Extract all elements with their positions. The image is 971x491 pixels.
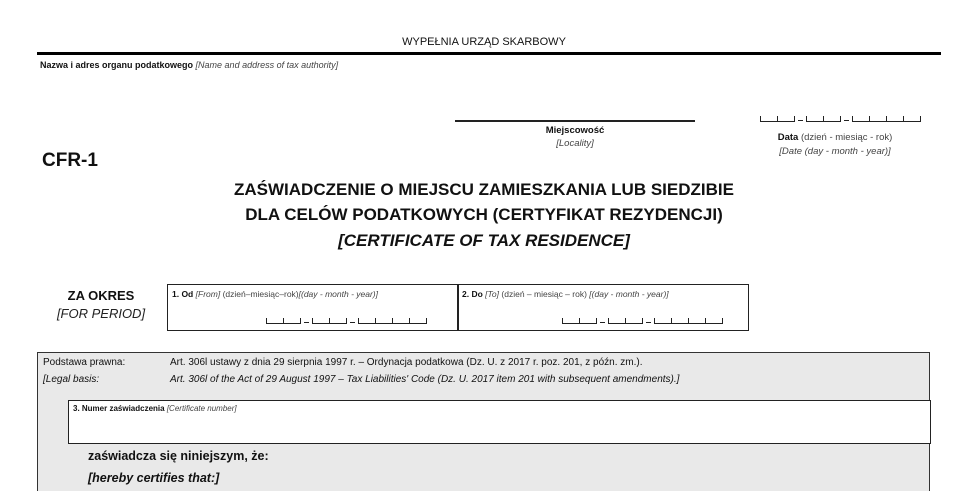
to-format-pl: (dzień – miesiąc – rok) — [501, 289, 587, 299]
locality-label-en: [Locality] — [556, 138, 594, 149]
date-label — [745, 131, 925, 159]
date-digit-box — [358, 318, 375, 324]
date-separator — [646, 322, 651, 323]
legal-basis-label-en: [Legal basis: — [43, 374, 100, 385]
date-separator — [798, 120, 803, 121]
date-segment — [806, 116, 841, 122]
date-segment — [852, 116, 921, 122]
date-digit-box — [823, 116, 841, 122]
date-separator — [600, 322, 605, 323]
period-label-en: [FOR PERIOD] — [56, 306, 146, 321]
certifies-pl: zaświadcza się niniejszym, że: — [88, 449, 269, 463]
authority-label-pl: Nazwa i adres organu podatkowego — [40, 60, 194, 70]
authority-label — [40, 60, 338, 70]
legal-basis-label-pl: Podstawa prawna: — [43, 357, 126, 368]
date-digit-box — [409, 318, 427, 324]
date-digit-box — [266, 318, 283, 324]
date-format-pl: (dzień - miesiąc - rok) — [800, 132, 893, 143]
date-field[interactable] — [760, 116, 921, 122]
date-digit-box — [562, 318, 579, 324]
to-num: 2. Do — [462, 289, 483, 299]
authority-label-en: [Name and address of tax authority] — [195, 60, 339, 70]
locality-field[interactable] — [455, 120, 695, 122]
certifies-en: [hereby certifies that:] — [88, 471, 220, 485]
date-digit-box — [671, 318, 688, 324]
divider — [37, 52, 941, 55]
date-digit-box — [329, 318, 347, 324]
certificate-number-label-pl: 3. Numer zaświadczenia — [73, 404, 165, 413]
certificate-number-label — [73, 404, 237, 413]
office-fill-heading: WYPEŁNIA URZĄD SKARBOWY — [402, 36, 566, 48]
period-divider — [457, 285, 459, 330]
date-digit-box — [852, 116, 869, 122]
period-label-pl: ZA OKRES — [67, 288, 135, 303]
locality-label — [455, 124, 695, 150]
date-digit-box — [375, 318, 392, 324]
from-format-pl: (dzień–miesiąc–rok) — [222, 289, 299, 299]
date-digit-box — [777, 116, 795, 122]
to-en: [To] — [485, 289, 500, 299]
date-segment — [608, 318, 643, 324]
legal-basis-text-en: Art. 306l of the Act of 29 August 1997 – Tax Liabilities' Code (Dz. U. 2017 item 201 with subsequent amendments).] — [170, 374, 680, 385]
date-digit-box — [392, 318, 409, 324]
date-digit-box — [312, 318, 329, 324]
date-segment — [358, 318, 427, 324]
date-separator — [350, 322, 355, 323]
title-line-3: [CERTIFICATE OF TAX RESIDENCE] — [338, 231, 630, 250]
date-digit-box — [688, 318, 705, 324]
date-digit-box — [760, 116, 777, 122]
date-digit-box — [886, 116, 903, 122]
date-separator — [304, 322, 309, 323]
certificate-number-label-en: [Certificate number] — [166, 404, 237, 413]
period-to-date-field[interactable] — [562, 318, 723, 324]
date-segment — [654, 318, 723, 324]
period-from-label — [172, 289, 378, 299]
certificate-number-field[interactable] — [68, 400, 931, 444]
date-digit-box — [283, 318, 301, 324]
to-format-en: [(day - month - year)] — [589, 289, 669, 299]
period-box — [167, 284, 749, 331]
date-digit-box — [579, 318, 597, 324]
date-segment — [562, 318, 597, 324]
date-segment — [312, 318, 347, 324]
date-digit-box — [869, 116, 886, 122]
form-code: CFR-1 — [42, 150, 98, 171]
date-label-en: [Date (day - month - year)] — [779, 146, 891, 157]
date-separator — [844, 120, 849, 121]
certificate-section — [37, 352, 930, 491]
period-to-label — [462, 289, 669, 299]
title-line-2: DLA CELÓW PODATKOWYCH (CERTYFIKAT REZYDENCJI) — [245, 205, 723, 224]
date-label-pl: Data — [777, 132, 799, 143]
title-line-1: ZAŚWIADCZENIE O MIEJSCU ZAMIESZKANIA LUB SIEDZIBIE — [234, 180, 734, 199]
period-from-date-field[interactable] — [266, 318, 427, 324]
date-digit-box — [608, 318, 625, 324]
from-format-en: [(day - month - year)] — [298, 289, 378, 299]
date-segment — [266, 318, 301, 324]
date-digit-box — [705, 318, 723, 324]
legal-basis-text-pl: Art. 306l ustawy z dnia 29 sierpnia 1997 r. – Ordynacja podatkowa (Dz. U. z 2017 r. poz. 201, z późn. zm.). — [170, 357, 643, 368]
from-num: 1. Od — [172, 289, 194, 299]
date-digit-box — [903, 116, 921, 122]
date-digit-box — [625, 318, 643, 324]
date-segment — [760, 116, 795, 122]
from-en: [From] — [195, 289, 221, 299]
date-digit-box — [654, 318, 671, 324]
locality-label-pl: Miejscowość — [545, 125, 605, 136]
date-digit-box — [806, 116, 823, 122]
period-label — [40, 287, 162, 323]
